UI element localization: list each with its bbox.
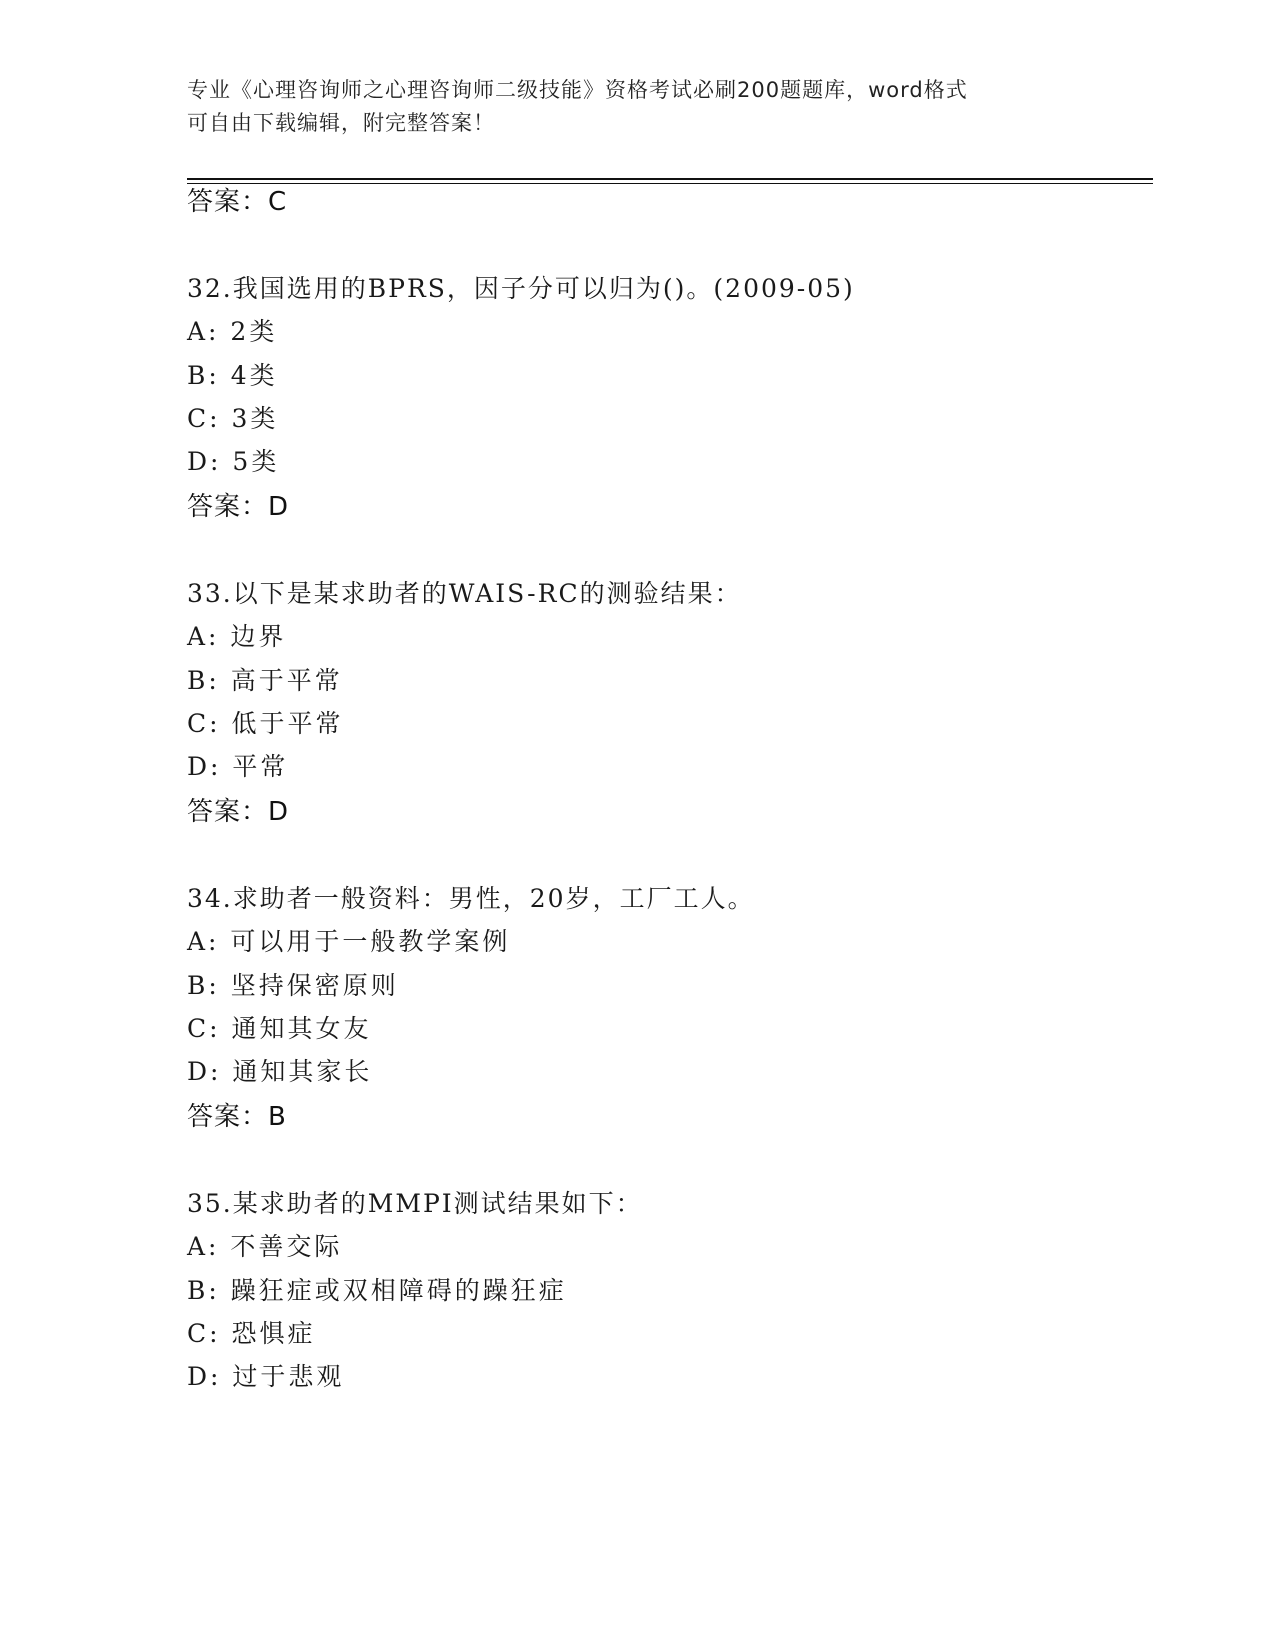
option-b: B: 坚持保密原则: [187, 971, 399, 1000]
option-c: C: 低于平常: [187, 709, 344, 738]
header-line-2: 可自由下载编辑，附完整答案！: [187, 111, 495, 135]
option-c: C: 通知其女友: [187, 1014, 372, 1043]
answer-line: 答案：C: [187, 187, 288, 217]
answer-line: 答案：D: [187, 492, 290, 522]
header-divider-thick: [187, 178, 1153, 180]
question-stem: 34.求助者一般资料：男性，20岁，工厂工人。: [187, 884, 755, 913]
option-a: A: 可以用于一般教学案例: [187, 927, 511, 956]
option-b: B: 4类: [187, 361, 278, 390]
header-divider-thin: [187, 183, 1153, 184]
answer-line: 答案：D: [187, 797, 290, 827]
option-d: D: 5类: [187, 447, 280, 476]
option-d: D: 平常: [187, 752, 289, 781]
option-c: C: 恐惧症: [187, 1319, 316, 1348]
question-stem: 35.某求助者的MMPI测试结果如下：: [187, 1189, 643, 1218]
option-c: C: 3类: [187, 404, 279, 433]
option-d: D: 过于悲观: [187, 1362, 345, 1391]
option-a: A: 不善交际: [187, 1232, 343, 1261]
question-stem: 32.我国选用的BPRS，因子分可以归为()。(2009-05): [187, 274, 855, 303]
option-b: B: 躁狂症或双相障碍的躁狂症: [187, 1276, 567, 1305]
option-d: D: 通知其家长: [187, 1057, 373, 1086]
answer-line: 答案：B: [187, 1102, 287, 1132]
question-stem: 33.以下是某求助者的WAIS-RC的测验结果：: [187, 579, 742, 608]
option-b: B: 高于平常: [187, 666, 343, 695]
document-header: [187, 74, 1087, 140]
option-a: A: 2类: [187, 317, 278, 346]
option-a: A: 边界: [187, 622, 287, 651]
header-line-1: 专业《心理咨询师之心理咨询师二级技能》资格考试必刷200题题库，word格式: [187, 78, 968, 102]
